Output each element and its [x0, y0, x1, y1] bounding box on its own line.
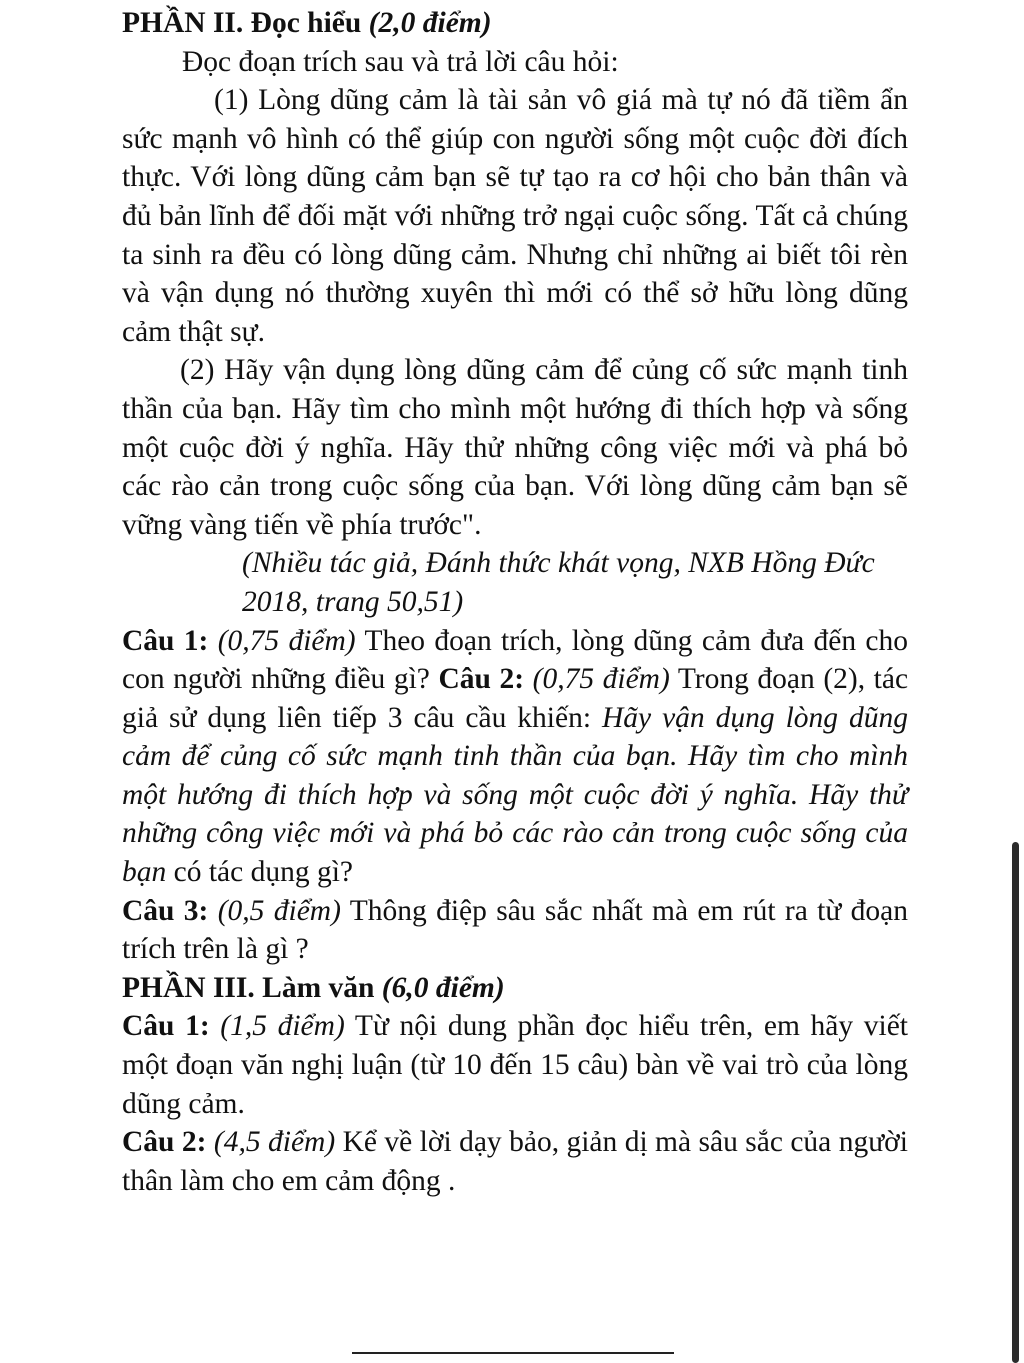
part3-q2-label: Câu 2:	[122, 1126, 207, 1159]
part2-q2-quote: Hãy vận dụng lòng dũng cảm để củng cố sức mạnh tinh thần của bạn. Hãy tìm cho mình một hướng đi thích hợp và sống một cuộc đời ý nghĩa. Hãy thử những công việc mới và phá bỏ các rào cản trong cuộc sống của bạn	[122, 701, 909, 889]
part3-q1-text: Từ nội dung phần đọc hiểu trên, em hãy viết một đoạn văn nghị luận (từ 10 đến 15 câu) bàn về vai trò của lòng dũng cảm.	[122, 1010, 908, 1120]
part2-q2-text: Trong đoạn (2), tác giả sử dụng liên tiếp 3 câu cầu khiến:	[122, 663, 909, 734]
part2-heading	[122, 4, 908, 43]
document-page	[122, 4, 908, 1200]
passage-paragraph-1: (1) Lòng dũng cảm là tài sản vô giá mà tự nó đã tiềm ẩn sức mạnh vô hình có thể giúp con người sống một cuộc đời đích thực. Với lòng dũng cảm bạn sẽ tự tạo ra cơ hội cho bản thân và đủ bản lĩnh để đối mặt với những trở ngại cuộc sống. Tất cả chúng ta sinh ra đều có lòng dũng cảm. Nhưng chỉ những ai biết tôi rèn và vận dụng nó thường xuyên thì mới có thể sở hữu lòng dũng cảm thật sự.	[122, 84, 908, 348]
question-block-part2	[122, 622, 908, 892]
part3-q2-score: (4,5 điểm)	[213, 1126, 336, 1159]
part2-q3-text: Thông điệp sâu sắc nhất mà em rút ra từ đoạn trích trên là gì ?	[122, 894, 908, 966]
part2-q1-label: Câu 1:	[122, 624, 209, 657]
part3-q2-text: Kể về lời dạy bảo, giản dị mà sâu sắc của người thân làm cho em cảm động .	[122, 1126, 908, 1197]
part3-question-1	[122, 1007, 908, 1123]
part2-question-3	[122, 892, 908, 969]
part2-score: (2,0 điểm)	[368, 7, 492, 39]
part2-q1-text: Theo đoạn trích, lòng dũng cảm đưa đến cho con người những điều gì?	[122, 624, 908, 696]
part2-heading-text: PHẦN II. Đọc hiểu	[122, 7, 362, 39]
part2-q3-score: (0,5 điểm)	[217, 894, 341, 927]
part2-q2-end: có tác dụng gì?	[173, 856, 354, 889]
part2-q1-score: (0,75 điểm)	[217, 624, 356, 657]
part3-q1-score: (1,5 điểm)	[220, 1010, 345, 1043]
end-divider-line	[352, 1352, 674, 1354]
part2-instruction: Đọc đoạn trích sau và trả lời câu hỏi:	[182, 45, 619, 78]
passage-paragraph-2: (2) Hãy vận dụng lòng dũng cảm để củng cố sức mạnh tinh thần của bạn. Hãy tìm cho mình một hướng đi thích hợp và sống một cuộc đời ý nghĩa. Hãy thử những công việc mới và phá bỏ các rào cản trong cuộc sống của bạn. Với lòng dũng cảm bạn sẽ vững vàng tiến về phía trước".	[122, 354, 908, 541]
part3-heading-text: PHẦN III. Làm văn	[122, 971, 375, 1004]
vertical-scrollbar[interactable]	[1012, 842, 1019, 1363]
part3-question-2	[122, 1123, 908, 1200]
passage-source: (Nhiều tác giả, Đánh thức khát vọng, NXB Hồng Đức 2018, trang 50,51)	[242, 547, 875, 618]
part3-heading	[122, 969, 908, 1008]
part2-q2-label: Câu 2:	[438, 663, 525, 696]
part3-score: (6,0 điểm)	[381, 971, 505, 1004]
part2-q2-score: (0,75 điểm)	[532, 663, 670, 696]
part3-q1-label: Câu 1:	[122, 1010, 210, 1043]
part2-q3-label: Câu 3:	[122, 894, 209, 927]
